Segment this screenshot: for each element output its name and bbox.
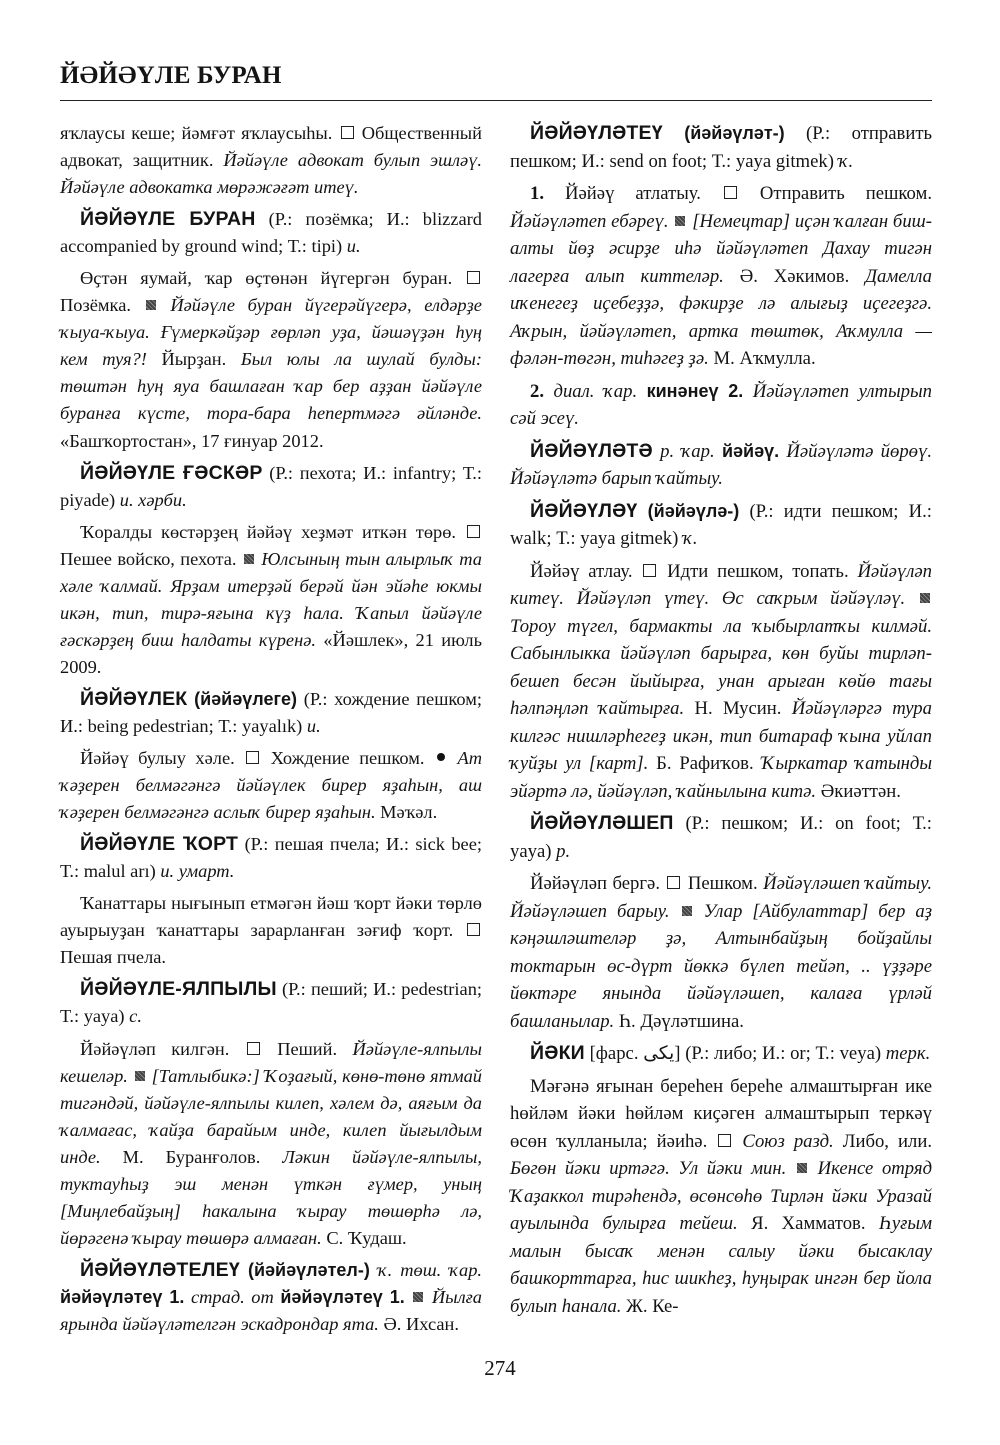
headword: ЙӘЙӘҮЛӘТӘ bbox=[530, 439, 653, 462]
entry-continuation: яҡлаусы кеше; йәмғәт яҡлаусыһы. Общественный адвокат, защитник. Йәйәүле адвокат булып эшләү. Йәйәүле адвокатка мөрәжәғәт итеү. bbox=[60, 123, 482, 198]
definition: Йәйәүләп бергә. Пешком. Йәйәүләшеп ҡайтыу. Йәйәүләшеп барыу. Улар [Айбулаттар] бер аҙ кәңәшләштеләр ҙә, Алтынбайҙың бойҙайлы токтарын өс-дүрт йөккә бүлеп тейәп, .. үҙҙәре йөктәре янында йәйәүләшеп, калаға үрләй башланылар. Һ. Дәүләтшина. bbox=[510, 873, 932, 1032]
example-marker-icon bbox=[797, 1163, 807, 1173]
definition: Йәйәү булыу хәле. Хождение пешком. Ат ҡәҙерен белмәгәнгә йәйәүлек бирер яҙаһын, аш ҡәҙерен белмәгәнгә аслыҡ бирер яҙаһын. Мәҡәл. bbox=[60, 748, 482, 823]
example-marker-icon bbox=[146, 300, 156, 310]
headword: ЙӘЙӘҮЛЕ ҠОРТ bbox=[80, 833, 239, 856]
headword: ЙӘЙӘҮЛӘШЕП bbox=[530, 812, 674, 834]
example-marker-icon bbox=[920, 593, 930, 603]
russian-equivalent-icon bbox=[718, 1134, 731, 1147]
russian-equivalent-icon bbox=[247, 1042, 260, 1055]
headword: ЙӘКИ bbox=[530, 1042, 585, 1064]
russian-equivalent-icon bbox=[643, 564, 656, 577]
entry-yayaule-kort: ЙӘЙӘҮЛЕ ҠОРТ (Р.: пешая пчела; И.: sick bee; Т.: malul arı) и. умарт. bbox=[60, 833, 482, 882]
definition: Өҫтән яумай, ҡар өҫтөнән йүгергән буран. Позёмка. Йәйәүле буран йүгерәйүгерә, елдәрҙе ҡыуа-ҡыуа. Ғүмеркәйҙәр ғөрләп уҙа, йәшәүҙән һуң кем туя?! Йырҙан. Был юлы ла шулай булды: төштән һуң яуа башлаған ҡар бер аҙҙан йәйәүле буранға күсте, тора-бара һепертмәгә әйләнде. «Башҡортостан», 17 ғинуар 2012. bbox=[60, 268, 482, 451]
russian-equivalent-icon bbox=[724, 186, 737, 199]
russian-equivalent-icon bbox=[467, 271, 480, 284]
entry-yayaulateu: ЙӘЙӘҮЛӘТЕҮ (йәйәүләт-) (Р.: отправить пешком; И.: send on foot; Т.: yaya gitmek) ҡ. bbox=[510, 122, 933, 172]
proverb-marker-icon bbox=[437, 753, 445, 761]
russian-equivalent-icon bbox=[467, 923, 480, 936]
entry-yayaule-gasker: ЙӘЙӘҮЛЕ ҒӘСКӘР (Р.: пехота; И.: infantry; Т.: piyade) и. хәрби. bbox=[60, 461, 482, 510]
definition: Мәғәнә яғынан береһен береһе алмаштырған ике һөйләм йәки һөйләм киҫәген алмаштырып теркәү өсөн ҡулланыла; йәиһә. Союз разд. Либо, или. Бөгөн йәки иртәгә. Ул йәки мин. Икенсе отряд Ҡаҙаккол тирәһендә, өсөнсөһө Тирлән йәки Уразай ауылында булырға тейеш. Я. Хамматов. Һуғым малын бысаҡ менән салыу йәки бысаклау башкорттарға, һис шикһеҙ, һуңырак ингән бер йола булып һанала. Ж. Ке- bbox=[510, 1075, 933, 1317]
headword: ЙӘЙӘҮЛЕК bbox=[80, 687, 188, 710]
definition: Ҡоралды көстәрҙең йәйәү хеҙмәт иткән төрө. Пешее войско, пехота. Юлсының тын алырлыҡ та хәле ҡалмай. Ярҙам итерҙәй берәй йән эйәһе юкмы икән, тип, тирә-яғына күҙ һала. Ҡапыл йәйәүле ғәскәрҙең биш һалдаты күренә. «Йәшлек», 21 июль 2009. bbox=[60, 521, 482, 677]
entry-yaki: ЙӘКИ [фарс. یکی] (Р.: либо; И.: or; Т.: veya) терк. bbox=[530, 1042, 931, 1064]
entry-yayaulashep: ЙӘЙӘҮЛӘШЕП (Р.: пешком; И.: on foot; Т.: yaya) р. bbox=[510, 812, 933, 862]
example-marker-icon bbox=[675, 216, 685, 226]
example-marker-icon bbox=[135, 1071, 145, 1081]
definition: Йәйәү атлау. Идти пешком, топать. Йәйәүләп китеү. Йәйәүләп үтеү. Өс саҡрым йәйәүләү. Тороу түгел, бармакты ла ҡыбырлатҡы килмәй. Сабынлыкка йәйәүләп барырға, көн буйы тирләп-бешеп бесән йыйырға, унан арыған көйө тағы һәлпәңләп ҡайтырға. Н. Мусин. Йәйәүләргә тура килгәс нишләрһегеҙ икән, тип битараф ҡына уйлап ҡуйҙы ул [карт]. Б. Рафиҡов. Ҡыркатар ҡатынды эйәртә лә, йәйәүләп, ҡайнылына китә. Әкиәттән. bbox=[510, 560, 932, 802]
russian-equivalent-icon bbox=[667, 876, 680, 889]
definition: 1. Йәйәү атлатыу. Отправить пешком. Йәйәүләтеп ебәреү. [Немецтар] иҫән ҡалған биш-алты йөҙ әсирҙе иһә йәйәүләтеп Дахау тигән лагерға алып киттеләр. Ә. Хәкимов. Дамелла иҡенегеҙ иҫебеҙҙә, фәкирҙе лә алығыҙ иҫегеҙгә. Аҡрын, йәйәүләтеп, артка төштөк, Аҡмулла — фәлән-төгән, тиһәгеҙ ҙә. М. Аҡмулла. bbox=[510, 183, 933, 369]
entry-yayaule-yalpyly: ЙӘЙӘҮЛЕ-ЯЛПЫЛЫ (Р.: пеший; И.: pedestrian; Т.: yaya) с. bbox=[60, 978, 482, 1027]
headword: ЙӘЙӘҮЛЕ-ЯЛПЫЛЫ bbox=[80, 978, 277, 1001]
definition: Ҡанаттары нығынып етмәгән йәш ҡорт йәки төрлө ауырыуҙан ҡанаттары зарарланған зәғиф ҡорт. Пешая пчела. bbox=[60, 893, 482, 968]
running-head: ЙӘЙӘҮЛЕ БУРАН bbox=[60, 62, 282, 89]
page-header bbox=[60, 62, 940, 90]
russian-equivalent-icon bbox=[467, 525, 480, 538]
entry-yayaulata: ЙӘЙӘҮЛӘТӘ р. ҡар. йәйәү. Йәйәүләтә йөрөү. Йәйәүләтә барып ҡайтыу. bbox=[510, 439, 933, 489]
headword: ЙӘЙӘҮЛӘҮ bbox=[530, 499, 638, 522]
entry-yayaule-buran: ЙӘЙӘҮЛЕ БУРАН (Р.: позёмка; И.: blizzard accompanied by ground wind; Т.: tipi) и. bbox=[60, 208, 482, 257]
entry-yayaulau: ЙӘЙӘҮЛӘҮ (йәйәүлә-) (Р.: идти пешком; И.: walk; Т.: yaya gitmek) ҡ. bbox=[510, 499, 933, 549]
definition: Йәйәүләп килгән. Пеший. Йәйәүле-ялпылы кешеләр. [Татлыбикә:] Ҡоҙағый, көнө-төнө ятмай тигәндәй, йәйәүле-ялпылы килеп, хәлем дә, аяғым да ҡалмағас, ҡайҙа барайым инде, килеп йығылдым инде. М. Буранғолов. Ләкин йәйәүле-ялпылы, туктауһыҙ эш менән үткән ғүмер, уның [Миңлебайҙың] һакалына ҡырау төшөрһә лә, йөрәгенә ҡырау төшөрә алмаған. С. Ҡудаш. bbox=[60, 1038, 482, 1248]
page-number: 274 bbox=[484, 1356, 516, 1380]
headword: ЙӘЙӘҮЛӘТЕЛЕҮ bbox=[80, 1258, 240, 1281]
headword: ЙӘЙӘҮЛӘТЕҮ bbox=[530, 122, 663, 144]
left-column bbox=[60, 120, 482, 1343]
entry-yayaulateleu: ЙӘЙӘҮЛӘТЕЛЕҮ (йәйәүләтел-) ҡ. төш. ҡар. йәйәүләтеү 1. страд. от йәйәүләтеү 1. Йылға ярында йәйәүләтелгән эскадрондар ята. Ә. Ихсан. bbox=[60, 1258, 482, 1334]
header-rule bbox=[60, 100, 932, 101]
russian-equivalent-icon bbox=[246, 751, 259, 764]
example-marker-icon bbox=[244, 554, 254, 564]
russian-equivalent-icon bbox=[341, 126, 354, 139]
headword: ЙӘЙӘҮЛЕ ҒӘСКӘР bbox=[80, 461, 263, 484]
entry-yayaulek: ЙӘЙӘҮЛЕК (йәйәүлеге) (Р.: хождение пешком; И.: being pedestrian; Т.: yayalık) и. bbox=[60, 687, 482, 736]
headword: ЙӘЙӘҮЛЕ БУРАН bbox=[80, 208, 256, 231]
example-marker-icon bbox=[682, 906, 692, 916]
example-marker-icon bbox=[413, 1292, 423, 1302]
definition: 2. диал. ҡар. кинәнеү 2. Йәйәүләтеп ултырып сәй эсеү. bbox=[510, 380, 933, 429]
right-column bbox=[510, 120, 932, 1325]
